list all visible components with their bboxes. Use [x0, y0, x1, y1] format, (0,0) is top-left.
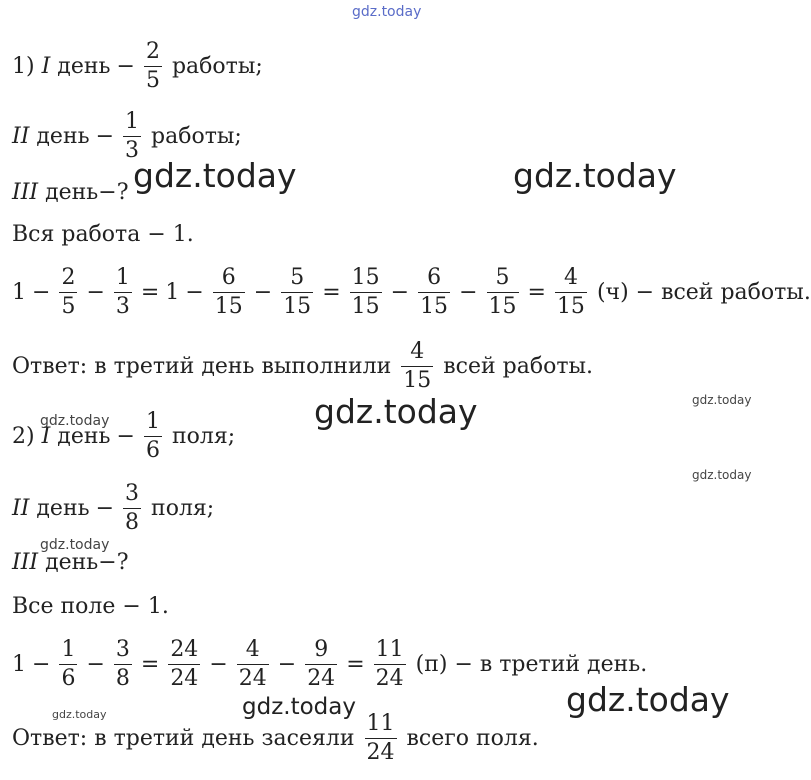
fraction-denominator: 15 [351, 293, 380, 319]
p2-day2-line [12, 478, 214, 538]
watermark-big: gdz.today [314, 392, 478, 431]
p2-answer-line [12, 708, 539, 768]
watermark-small: gdz.today [40, 537, 110, 553]
equals-sign: = [140, 279, 160, 305]
fraction-numerator: 3 [115, 636, 130, 662]
fraction-denominator: 15 [214, 293, 243, 319]
dash: − [116, 53, 135, 79]
watermark-big: gdz.today [513, 156, 677, 195]
fraction-denominator: 24 [307, 665, 336, 691]
watermark-top: gdz.today [352, 4, 422, 20]
equals-sign: = [322, 279, 341, 305]
day-word: день [36, 123, 90, 149]
fraction [237, 636, 269, 691]
fraction [144, 38, 162, 93]
fraction-numerator: 24 [170, 636, 199, 662]
number-one: 1 [12, 651, 26, 677]
fraction-denominator: 15 [403, 367, 432, 393]
fraction-numerator: 5 [290, 264, 305, 290]
fraction-denominator: 3 [115, 293, 130, 319]
day-word: день [57, 423, 111, 449]
fraction-numerator: 2 [145, 38, 160, 64]
minus-sign: − [32, 651, 51, 677]
minus-sign: − [86, 279, 105, 305]
equals-sign: = [140, 651, 160, 677]
day-word: день−? [45, 179, 129, 205]
item-number: 2) [12, 423, 35, 449]
p1-whole-line [12, 204, 194, 264]
answer-text: Ответ: в третий день засеяли [12, 725, 355, 751]
fraction-numerator: 15 [351, 264, 380, 290]
fraction [114, 264, 132, 319]
minus-sign: − [253, 279, 273, 305]
roman-numeral: II [12, 123, 30, 149]
roman-numeral: III [12, 549, 39, 575]
roman-numeral: I [41, 53, 51, 79]
fraction [59, 264, 77, 319]
fraction-denominator: 24 [170, 665, 199, 691]
watermark-small: gdz.today [692, 468, 752, 482]
fraction-numerator: 11 [375, 636, 404, 662]
p1-answer-line [12, 336, 593, 396]
p2-calc-line [12, 634, 647, 694]
dash: − [116, 423, 135, 449]
fraction-numerator: 2 [61, 264, 76, 290]
minus-sign: − [459, 279, 478, 305]
p1-calc-line [12, 262, 811, 322]
fraction-numerator: 1 [125, 108, 140, 134]
line-tail: поля; [151, 495, 215, 521]
watermark-small: gdz.today [40, 413, 110, 429]
fraction [555, 264, 587, 319]
roman-numeral: III [12, 179, 39, 205]
day-word: день−? [45, 549, 129, 575]
minus-sign: − [185, 279, 204, 305]
fraction-denominator: 6 [145, 437, 160, 463]
fraction [281, 264, 313, 319]
fraction-numerator: 1 [115, 264, 130, 290]
fraction [123, 480, 141, 535]
fraction [487, 264, 519, 319]
fraction-denominator: 8 [115, 665, 130, 691]
fraction [365, 710, 397, 765]
whole-statement: Все поле − 1. [12, 593, 169, 619]
dash: − [95, 495, 115, 521]
calc-tail: (п) − в третий день. [415, 651, 648, 677]
fraction [144, 408, 162, 463]
fraction-numerator: 1 [61, 636, 76, 662]
fraction-denominator: 24 [238, 665, 267, 691]
answer-text: Ответ: в третий день выполнили [12, 353, 392, 379]
fraction [350, 264, 382, 319]
item-number: 1) [12, 53, 35, 79]
fraction-denominator: 24 [366, 739, 395, 765]
line-tail: поля; [171, 423, 236, 449]
fraction [213, 264, 245, 319]
equals-sign: = [527, 279, 546, 305]
fraction-numerator: 4 [245, 636, 260, 662]
fraction-numerator: 9 [314, 636, 329, 662]
watermark-big: gdz.today [566, 680, 730, 719]
p1-day1-line [12, 36, 263, 96]
fraction-numerator: 6 [427, 264, 442, 290]
fraction-denominator: 6 [61, 665, 76, 691]
fraction [374, 636, 406, 691]
watermark-medium: gdz.today [242, 694, 356, 720]
fraction-denominator: 15 [283, 293, 312, 319]
line-tail: работы; [171, 53, 263, 79]
fraction [401, 338, 433, 393]
day-word: день [57, 53, 111, 79]
p2-day1-line [12, 406, 235, 466]
day-word: день [36, 495, 90, 521]
watermark-small: gdz.today [692, 393, 752, 407]
fraction-denominator: 15 [488, 293, 517, 319]
line-tail: работы; [151, 123, 242, 149]
fraction-denominator: 3 [125, 137, 140, 163]
equals-sign: = [346, 651, 365, 677]
watermark-small: gdz.today [52, 708, 107, 721]
calc-tail: (ч) − всей работы. [596, 279, 811, 305]
fraction [114, 636, 132, 691]
roman-numeral: I [41, 423, 51, 449]
fraction [59, 636, 77, 691]
fraction-denominator: 24 [375, 665, 404, 691]
number-one: 1 [165, 279, 180, 305]
fraction-numerator: 6 [221, 264, 236, 290]
fraction-numerator: 1 [145, 408, 160, 434]
fraction-denominator: 5 [61, 293, 76, 319]
fraction [123, 108, 141, 163]
p1-day2-line [12, 106, 242, 166]
answer-tail: всей работы. [443, 353, 594, 379]
fraction-numerator: 3 [125, 480, 140, 506]
minus-sign: − [277, 651, 297, 677]
answer-tail: всего поля. [406, 725, 539, 751]
minus-sign: − [32, 279, 51, 305]
fraction-numerator: 5 [495, 264, 510, 290]
fraction-numerator: 4 [410, 338, 425, 364]
whole-statement: Вся работа − 1. [12, 221, 194, 247]
number-one: 1 [12, 279, 26, 305]
watermark-big: gdz.today [133, 156, 297, 195]
fraction [168, 636, 200, 691]
minus-sign: − [209, 651, 228, 677]
fraction-denominator: 8 [125, 509, 140, 535]
fraction-denominator: 15 [556, 293, 585, 319]
fraction-numerator: 4 [563, 264, 578, 290]
dash: − [95, 123, 115, 149]
minus-sign: − [390, 279, 410, 305]
fraction [418, 264, 450, 319]
p2-whole-line [12, 576, 169, 636]
fraction [305, 636, 337, 691]
fraction-denominator: 5 [145, 67, 160, 93]
minus-sign: − [86, 651, 105, 677]
fraction-numerator: 11 [366, 710, 395, 736]
roman-numeral: II [12, 495, 30, 521]
fraction-denominator: 15 [420, 293, 449, 319]
